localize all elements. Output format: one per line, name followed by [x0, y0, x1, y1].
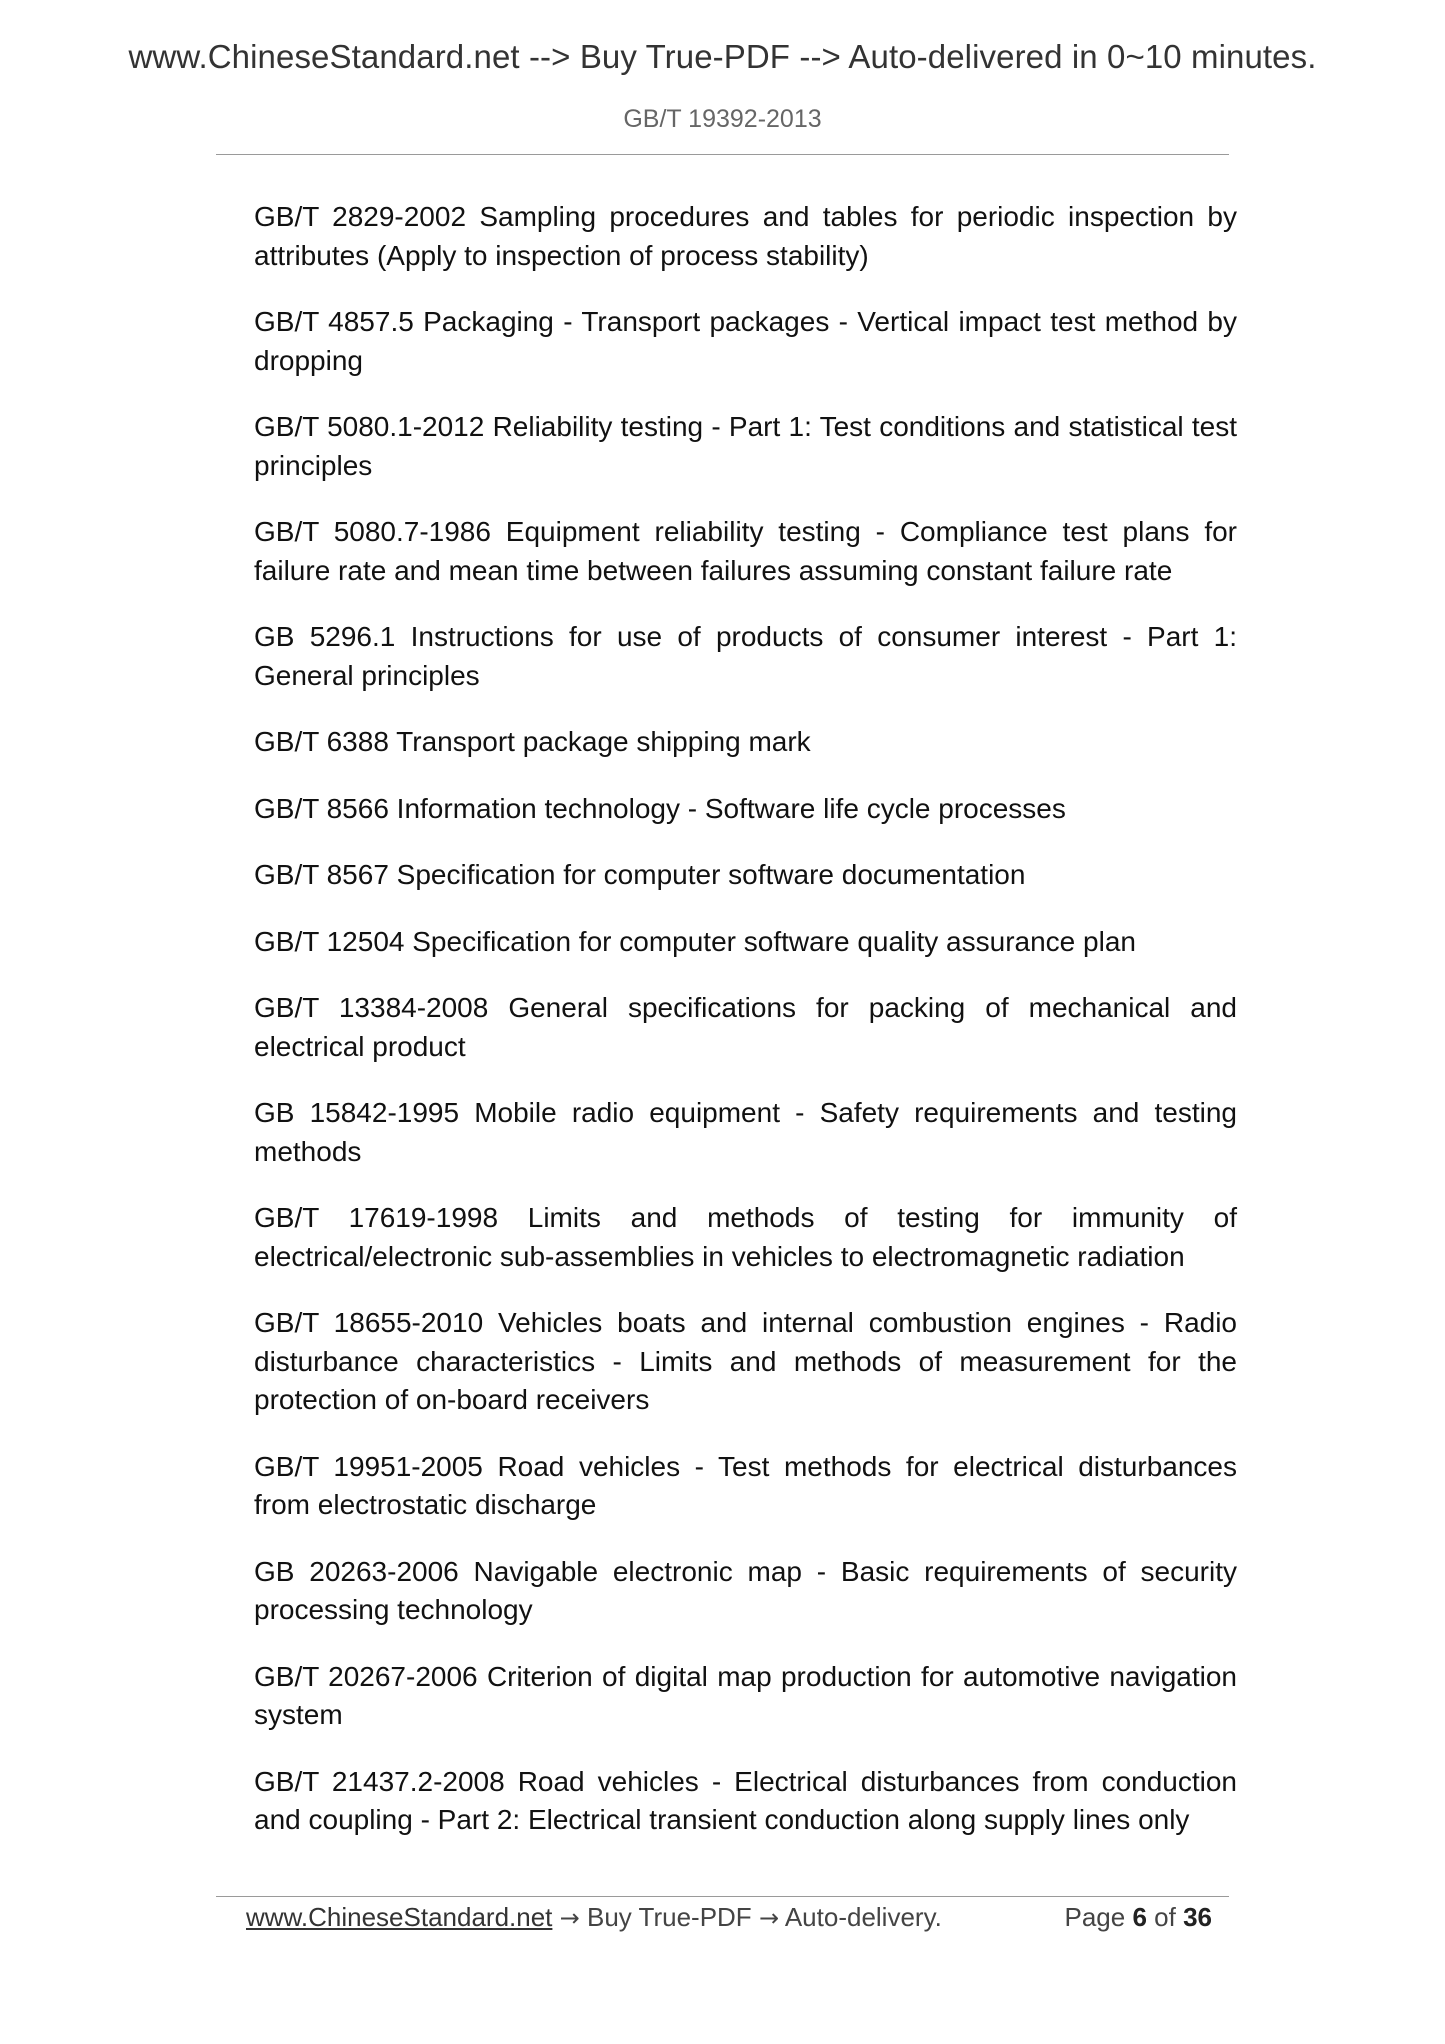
page-number — [1064, 1902, 1212, 1933]
reference-item: GB/T 5080.7-1986 Equipment reliability testing - Compliance test plans for failure rate and mean time between failures assuming constant failure rate — [254, 516, 1237, 586]
footer-promo — [246, 1902, 942, 1933]
arrow-right-icon: → — [758, 1904, 780, 1932]
reference-item: GB/T 12504 Specification for computer software quality assurance plan — [254, 925, 1136, 957]
reference-item: GB/T 8566 Information technology - Software life cycle processes — [254, 792, 1066, 824]
banner-sep-1: --> — [528, 38, 571, 75]
reference-item: GB/T 8567 Specification for computer software documentation — [254, 859, 1026, 890]
page-current: 6 — [1132, 1902, 1147, 1932]
footer-link[interactable]: www.ChineseStandard.net — [246, 1902, 553, 1932]
banner-sep-2: --> — [799, 38, 841, 75]
banner-tail: Auto-delivered in 0~10 minutes. — [848, 38, 1317, 75]
reference-item: GB 15842-1995 Mobile radio equipment - Safety requirements and testing methods — [254, 1097, 1237, 1167]
arrow-right-icon: → — [559, 1904, 580, 1932]
reference-item: GB/T 19951-2005 Road vehicles - Test methods for electrical disturbances from electrostatic discharge — [254, 1450, 1237, 1520]
footer-auto: Auto-delivery. — [784, 1902, 942, 1932]
of-word: of — [1154, 1902, 1176, 1932]
reference-item: GB/T 20267-2006 Criterion of digital map production for automotive navigation system — [254, 1660, 1237, 1730]
reference-list — [254, 198, 1237, 1868]
reference-item: GB/T 17619-1998 Limits and methods of testing for immunity of electrical/electronic sub-assemblies in vehicles to electromagnetic radiation — [254, 1202, 1237, 1272]
banner-buy: Buy True-PDF — [579, 38, 791, 75]
reference-item: GB/T 13384-2008 General specifications for packing of mechanical and electrical product — [254, 992, 1237, 1062]
reference-item: GB/T 5080.1-2012 Reliability testing - Part 1: Test conditions and statistical test principles — [254, 411, 1237, 481]
standard-code: GB/T 19392-2013 — [623, 105, 822, 133]
reference-item: GB/T 18655-2010 Vehicles boats and internal combustion engines - Radio disturbance characteristics - Limits and methods of measurement for the protection of on-board receivers — [254, 1307, 1237, 1415]
reference-item: GB 5296.1 Instructions for use of products of consumer interest - Part 1: General principles — [254, 621, 1237, 691]
reference-item: GB/T 6388 Transport package shipping mark — [254, 726, 811, 757]
page-footer — [246, 1902, 1212, 1938]
footer-divider — [216, 1896, 1229, 1897]
reference-item: GB/T 2829-2002 Sampling procedures and tables for periodic inspection by attributes (Apply to inspection of process stability) — [254, 201, 1237, 271]
reference-item: GB/T 4857.5 Packaging - Transport packages - Vertical impact test method by dropping — [254, 306, 1237, 376]
footer-buy: Buy True-PDF — [586, 1902, 752, 1932]
reference-item: GB/T 21437.2-2008 Road vehicles - Electrical disturbances from conduction and coupling - Part 2: Electrical transient conduction along supply lines only — [254, 1765, 1237, 1835]
banner-site[interactable]: www.ChineseStandard.net — [128, 38, 520, 75]
header-divider — [216, 154, 1229, 155]
page-total: 36 — [1183, 1902, 1212, 1932]
reference-item: GB 20263-2006 Navigable electronic map - Basic requirements of security processing technology — [254, 1555, 1237, 1625]
top-banner — [0, 38, 1445, 76]
page-word: Page — [1064, 1902, 1126, 1932]
